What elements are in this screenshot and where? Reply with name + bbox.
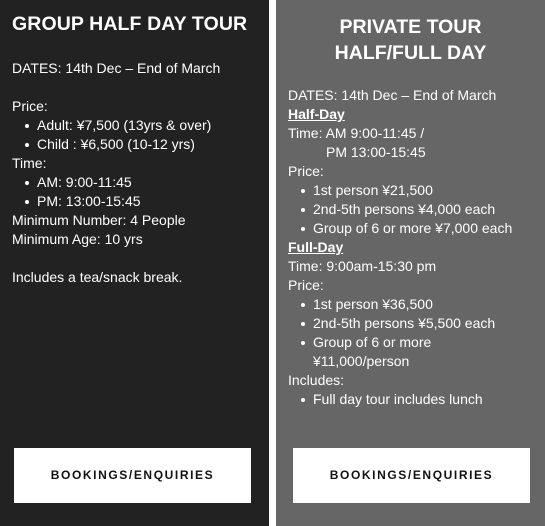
half-day-time-line2: PM 13:00-15:45 — [326, 144, 426, 160]
half-day-price-label: Price: — [288, 163, 324, 179]
group-tour-details — [12, 59, 264, 287]
group-time-am: AM: 9:00-11:45 — [12, 173, 264, 192]
private-tour-title — [276, 14, 545, 66]
full-day-price-2: 2nd-5th persons ¥5,500 each — [288, 314, 540, 333]
half-day-price-2: 2nd-5th persons ¥4,000 each — [288, 200, 540, 219]
group-tour-dates: DATES: 14th Dec – End of March — [12, 60, 221, 76]
half-day-price-3: Group of 6 or more ¥7,000 each — [288, 219, 540, 238]
group-includes: Includes a tea/snack break. — [12, 269, 183, 285]
group-time-pm: PM: 13:00-15:45 — [12, 192, 264, 211]
includes-item: Full day tour includes lunch — [288, 390, 540, 409]
group-min-number: Minimum Number: 4 People — [12, 212, 186, 228]
private-tour-dates: DATES: 14th Dec – End of March — [288, 87, 497, 103]
full-day-time: Time: 9:00am-15:30 pm — [288, 258, 437, 274]
group-bookings-button[interactable]: BOOKINGS/ENQUIRIES — [14, 448, 251, 503]
full-day-heading: Full-Day — [288, 239, 344, 255]
full-day-price-1: 1st person ¥36,500 — [288, 295, 540, 314]
spacer — [12, 78, 264, 97]
private-tour-title-line2: HALF/FULL DAY — [334, 42, 487, 64]
private-tour-details — [288, 86, 540, 409]
group-price-child: Child : ¥6,500 (10-12 yrs) — [12, 135, 264, 154]
half-day-heading: Half-Day — [288, 106, 345, 122]
half-day-time-line1: Time: AM 9:00-11:45 / — [288, 125, 425, 141]
private-tour-card — [276, 0, 545, 526]
group-time-label: Time: — [12, 155, 47, 171]
group-min-age: Minimum Age: 10 yrs — [12, 231, 143, 247]
private-tour-title-line1: PRIVATE TOUR — [339, 16, 482, 38]
group-tour-title: GROUP HALF DAY TOUR — [12, 13, 248, 35]
includes-label: Includes: — [288, 372, 345, 388]
full-day-price-3: Group of 6 or more — [288, 333, 540, 352]
spacer — [12, 249, 264, 268]
private-bookings-button[interactable]: BOOKINGS/ENQUIRIES — [293, 448, 530, 503]
full-day-price-label: Price: — [288, 277, 324, 293]
full-day-price-3-continued: ¥11,000/person — [313, 353, 410, 369]
group-tour-card — [0, 0, 269, 526]
group-price-label: Price: — [12, 98, 48, 114]
half-day-price-1: 1st person ¥21,500 — [288, 181, 540, 200]
group-price-adult: Adult: ¥7,500 (13yrs & over) — [12, 116, 264, 135]
